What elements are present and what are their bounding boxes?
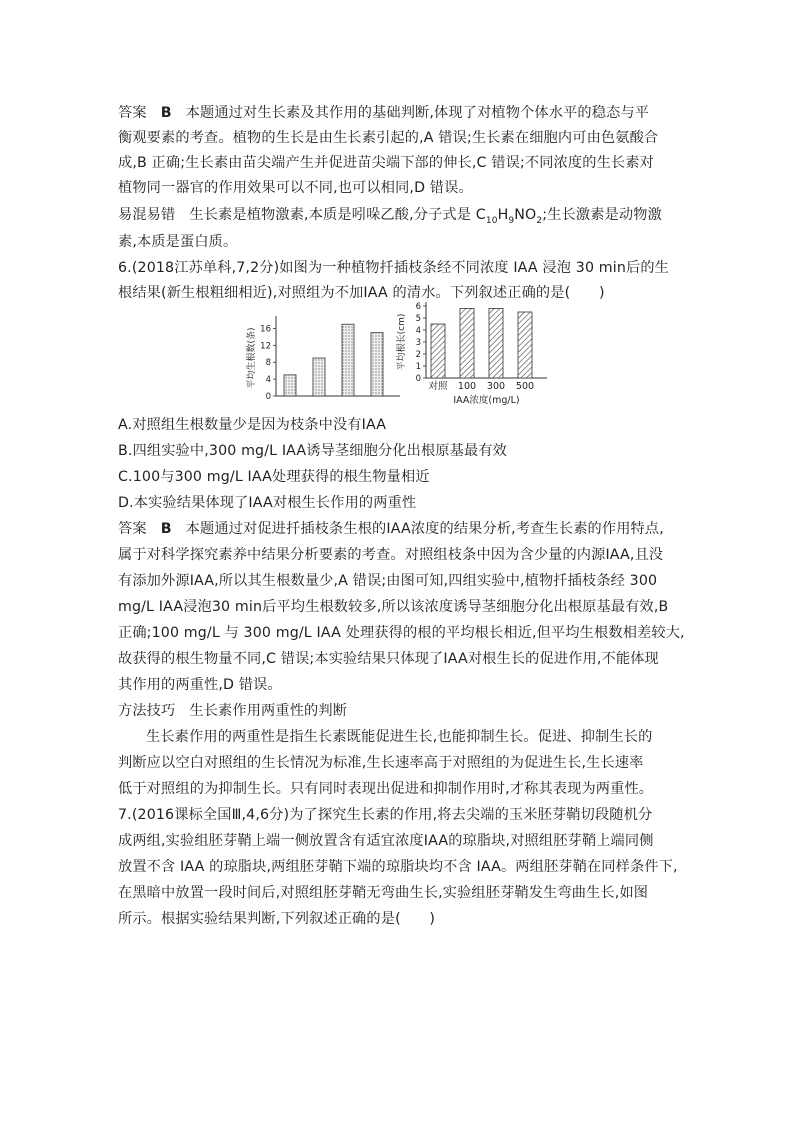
y-tick-label: 8 <box>265 358 271 369</box>
formula-subscript: 9 <box>508 215 515 226</box>
chart-root-count <box>245 316 400 402</box>
tip-line: 素,本质是蛋白质。 <box>118 234 238 250</box>
question-line: 根结果(新生根粗细相近),对照组为不加IAA 的清水。下列叙述正确的是( ) <box>118 285 605 301</box>
y-tick-label: 12 <box>260 341 271 352</box>
option-c: C.100与300 mg/L IAA处理获得的根生物量相近 <box>118 469 430 485</box>
question-line: 成两组,实验组胚芽鞘上端一侧放置含有适宜浓度IAA的琼脂块,对照组胚芽鞘上端同侧 <box>118 833 654 849</box>
y-tick-label: 16 <box>260 324 271 335</box>
answer-line: 有添加外源IAA,所以其生根数量少,A 错误;由图可知,四组实验中,植物扦插枝条经 300 <box>118 573 658 589</box>
y-tick-label: 1 <box>415 362 421 372</box>
option-b: B.四组实验中,300 mg/L IAA诱导茎细胞分化出根原基最有效 <box>118 443 508 459</box>
answer-line <box>118 519 664 539</box>
answer-line: 植物同一器官的作用效果可以不同,也可以相同,D 错误。 <box>118 180 473 196</box>
y-tick-label: 4 <box>265 375 271 386</box>
method-heading <box>118 701 347 721</box>
bar <box>518 312 532 378</box>
answer-tag: 答案 <box>118 521 147 537</box>
tip-text: ;生长激素是动物激 <box>542 207 662 223</box>
bar <box>460 308 474 378</box>
answer-letter: B <box>160 521 172 537</box>
question-line: 所示。根据实验结果判断,下列叙述正确的是( ) <box>118 911 436 927</box>
answer-line: 成,B 正确;生长素由苗尖端产生并促进苗尖端下部的伸长,C 错误;不同浓度的生长素对 <box>118 155 654 171</box>
y-tick-label: 6 <box>415 302 421 312</box>
question-line: 放置不含 IAA 的琼脂块,两组胚芽鞘下端的琼脂块均不含 IAA。两组胚芽鞘在同样条件下, <box>118 859 678 875</box>
y-axis-label: 平均根长(cm) <box>397 313 407 371</box>
bar <box>431 324 445 378</box>
y-tick-label: 2 <box>415 350 421 360</box>
y-tick-label: 3 <box>415 338 421 348</box>
answer-line: 故获得的根生物量不同,C 错误;本实验结果只体现了IAA对根生长的促进作用,不能体现 <box>118 651 659 667</box>
bar <box>284 375 296 396</box>
y-tick-label: 0 <box>265 392 271 402</box>
answer-line <box>118 103 649 123</box>
formula-part: NO <box>514 207 537 223</box>
question-line: 在黑暗中放置一段时间后,对照组胚芽鞘无弯曲生长,实验组胚芽鞘发生弯曲生长,如图 <box>118 885 649 901</box>
method-tag: 方法技巧 <box>118 703 176 719</box>
bar <box>371 333 383 396</box>
formula-part: H <box>497 207 509 223</box>
answer-line: mg/L IAA浸泡30 min后平均生根数较多,所以该浓度诱导茎细胞分化出根原基最有效,B <box>118 599 669 615</box>
x-axis-label: IAA浓度(mg/L) <box>453 395 520 406</box>
answer-letter: B <box>160 105 172 121</box>
method-line: 判断应以空白对照组的生长情况为标准,生长速率高于对照组的为促进生长,生长速率 <box>118 755 644 771</box>
chart-root-length <box>395 302 547 406</box>
y-tick-label: 4 <box>415 326 421 336</box>
method-title: 生长素作用两重性的判断 <box>189 703 348 719</box>
bar <box>313 358 325 396</box>
x-tick-label: 500 <box>515 381 535 392</box>
y-axis-label: 平均生根数(条) <box>247 327 257 389</box>
option-a: A.对照组生根数量少是因为枝条中没有IAA <box>118 417 387 433</box>
method-line: 生长素作用的两重性是指生长素既能促进生长,也能抑制生长。促进、抑制生长的 <box>146 729 653 745</box>
answer-line: 属于对科学探究素养中结果分析要素的考查。对照组枝条中因为含少量的内源IAA,且没 <box>118 547 664 563</box>
question-line: 6.(2018江苏单科,7,2分)如图为一种植物扦插枝条经不同浓度 IAA 浸泡 30 min后的生 <box>118 260 669 276</box>
answer-text: 本题通过对生长素及其作用的基础判断,体现了对植物个体水平的稳态与平 <box>185 105 650 121</box>
bar-charts-svg <box>240 302 560 412</box>
x-tick-label: 300 <box>486 381 506 392</box>
option-d: D.本实验结果体现了IAA对根生长作用的两重性 <box>118 495 417 511</box>
tip-text: 生长素是植物激素,本质是吲哚乙酸,分子式是 C <box>189 207 486 223</box>
tip-line <box>118 205 662 231</box>
answer-tag: 答案 <box>118 105 147 121</box>
formula-subscript: 10 <box>485 215 498 226</box>
method-line: 低于对照组的为抑制生长。只有同时表现出促进和抑制作用时,才称其表现为两重性。 <box>118 781 654 797</box>
bar <box>489 308 503 378</box>
y-tick-label: 0 <box>415 374 421 384</box>
x-tick-label: 100 <box>457 381 477 392</box>
question-line: 7.(2016课标全国Ⅲ,4,6分)为了探究生长素的作用,将去尖端的玉米胚芽鞘切段随机分 <box>118 807 653 823</box>
bar <box>342 324 354 396</box>
answer-line: 衡观要素的考查。植物的生长是由生长素引起的,A 错误;生长素在细胞内可由色氨酸合 <box>118 130 659 146</box>
tip-tag: 易混易错 <box>118 207 176 223</box>
answer-line: 正确;100 mg/L 与 300 mg/L IAA 处理获得的根的平均根长相近,但平均生根数相差较大, <box>118 625 685 641</box>
answer-text: 本题通过对促进扦插枝条生根的IAA浓度的结果分析,考查生长素的作用特点, <box>185 521 664 537</box>
x-tick-label: 对照 <box>428 381 448 392</box>
figure-charts <box>240 302 560 412</box>
formula-subscript: 2 <box>536 215 543 226</box>
y-tick-label: 5 <box>415 314 421 324</box>
answer-line: 其作用的两重性,D 错误。 <box>118 677 282 693</box>
